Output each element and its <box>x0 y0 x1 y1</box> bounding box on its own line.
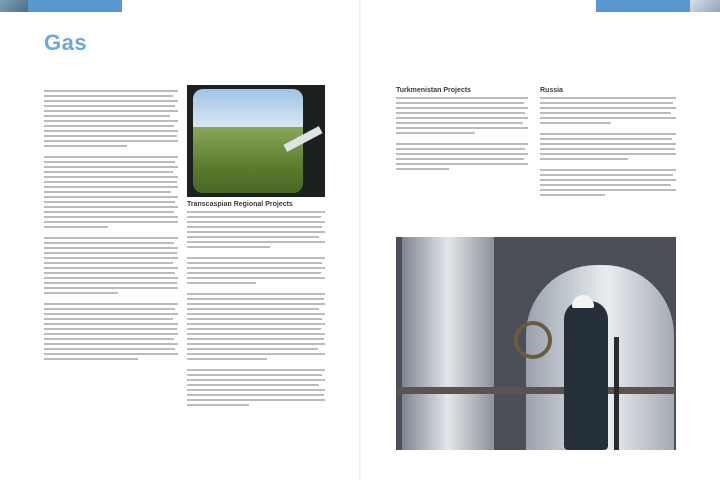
text-line <box>44 328 177 330</box>
text-line <box>396 132 475 134</box>
text-line <box>44 105 175 107</box>
photo-section-heading: Transcaspian Regional Projects <box>187 201 293 208</box>
right-column-1-text <box>396 87 528 173</box>
text-line <box>187 389 325 391</box>
text-line <box>44 303 178 305</box>
turkmenistan-heading: Turkmenistan Projects <box>396 87 471 94</box>
text-line <box>44 161 175 163</box>
text-line <box>187 323 325 325</box>
text-line <box>187 353 325 355</box>
sky <box>193 89 303 127</box>
text-line <box>44 358 138 360</box>
text-line <box>44 237 178 239</box>
text-line <box>187 277 325 279</box>
text-line <box>44 130 178 132</box>
text-line <box>187 267 325 269</box>
right-header-tab <box>596 0 720 12</box>
text-line <box>44 140 178 142</box>
text-line <box>44 353 178 355</box>
text-line <box>187 358 267 360</box>
aerial-photo <box>187 85 325 197</box>
text-line <box>44 308 175 310</box>
text-line <box>540 112 671 114</box>
handrail <box>614 337 619 450</box>
text-line <box>187 246 270 248</box>
text-line <box>44 120 178 122</box>
text-line <box>44 115 170 117</box>
text-line <box>187 308 319 310</box>
text-line <box>44 277 178 279</box>
text-line <box>187 293 325 295</box>
text-line <box>540 117 676 119</box>
text-line <box>44 110 178 112</box>
text-line <box>540 179 676 181</box>
text-line <box>44 171 173 173</box>
text-line <box>44 90 178 92</box>
text-line <box>44 135 177 137</box>
text-line <box>540 158 628 160</box>
text-line <box>187 298 324 300</box>
text-line <box>187 257 325 259</box>
text-line <box>187 241 325 243</box>
text-line <box>396 117 528 119</box>
russia-heading: Russia <box>540 87 563 94</box>
text-line <box>44 338 174 340</box>
text-line <box>44 226 108 228</box>
text-line <box>187 262 322 264</box>
text-line <box>44 211 174 213</box>
worker-figure <box>564 301 608 450</box>
text-line <box>396 122 523 124</box>
text-line <box>44 221 178 223</box>
right-header-thumbnail <box>690 0 720 12</box>
text-line <box>187 216 321 218</box>
text-line <box>44 282 177 284</box>
text-line <box>44 313 178 315</box>
text-line <box>187 231 325 233</box>
text-line <box>44 323 178 325</box>
text-line <box>187 399 325 401</box>
text-line <box>187 313 325 315</box>
right-column-2-text <box>540 87 676 199</box>
text-line <box>44 267 178 269</box>
text-line <box>44 242 174 244</box>
text-line <box>44 181 177 183</box>
text-line <box>187 328 321 330</box>
landscape <box>193 127 303 193</box>
text-line <box>540 153 676 155</box>
text-line <box>44 272 175 274</box>
text-line <box>44 257 178 259</box>
left-header-thumbnail <box>0 0 28 12</box>
text-line <box>396 163 528 165</box>
text-line <box>187 379 325 381</box>
text-line <box>44 186 178 188</box>
text-line <box>44 100 178 102</box>
text-line <box>187 282 256 284</box>
worker-photo <box>396 237 676 450</box>
text-line <box>44 343 178 345</box>
text-line <box>44 125 174 127</box>
text-line <box>540 102 673 104</box>
text-line <box>44 333 178 335</box>
aircraft-window <box>193 89 303 193</box>
text-line <box>187 394 324 396</box>
text-line <box>44 252 177 254</box>
text-line <box>396 97 528 99</box>
text-line <box>396 158 524 160</box>
text-line <box>44 287 178 289</box>
text-line <box>187 333 325 335</box>
text-line <box>44 292 118 294</box>
valve-wheel <box>514 321 552 359</box>
text-line <box>44 191 171 193</box>
text-line <box>540 189 676 191</box>
page-gutter <box>359 0 361 480</box>
left-header-tab <box>0 0 122 12</box>
text-line <box>187 236 319 238</box>
text-line <box>540 138 672 140</box>
text-line <box>44 176 178 178</box>
storage-tank <box>402 237 494 450</box>
text-line <box>44 95 173 97</box>
text-line <box>396 127 528 129</box>
text-line <box>540 107 676 109</box>
text-line <box>396 168 449 170</box>
text-line <box>540 97 676 99</box>
text-line <box>187 343 325 345</box>
text-line <box>396 148 525 150</box>
text-line <box>44 262 173 264</box>
text-line <box>44 348 175 350</box>
text-line <box>187 348 318 350</box>
text-line <box>44 318 173 320</box>
text-line <box>540 169 676 171</box>
text-line <box>44 156 178 158</box>
text-line <box>396 143 528 145</box>
pipeline <box>396 387 676 394</box>
section-title: Gas <box>44 30 88 55</box>
text-line <box>44 206 178 208</box>
left-column-text <box>44 90 178 363</box>
text-line <box>396 107 528 109</box>
text-line <box>396 153 528 155</box>
text-line <box>187 338 324 340</box>
text-line <box>396 112 525 114</box>
text-line <box>187 211 325 213</box>
text-line <box>44 216 178 218</box>
text-line <box>187 374 322 376</box>
text-line <box>44 201 175 203</box>
text-line <box>44 166 178 168</box>
text-line <box>187 226 322 228</box>
text-line <box>540 194 605 196</box>
text-line <box>540 143 676 145</box>
text-line <box>187 384 319 386</box>
left-column-2-text <box>187 201 325 409</box>
text-line <box>44 196 178 198</box>
text-line <box>540 122 611 124</box>
text-line <box>540 148 675 150</box>
text-line <box>44 145 127 147</box>
text-line <box>187 303 325 305</box>
text-line <box>187 404 249 406</box>
text-line <box>187 369 325 371</box>
text-line <box>540 184 671 186</box>
text-line <box>187 272 321 274</box>
text-line <box>187 221 325 223</box>
text-line <box>396 102 524 104</box>
text-line <box>44 247 178 249</box>
text-line <box>187 318 322 320</box>
text-line <box>540 133 676 135</box>
text-line <box>540 174 673 176</box>
